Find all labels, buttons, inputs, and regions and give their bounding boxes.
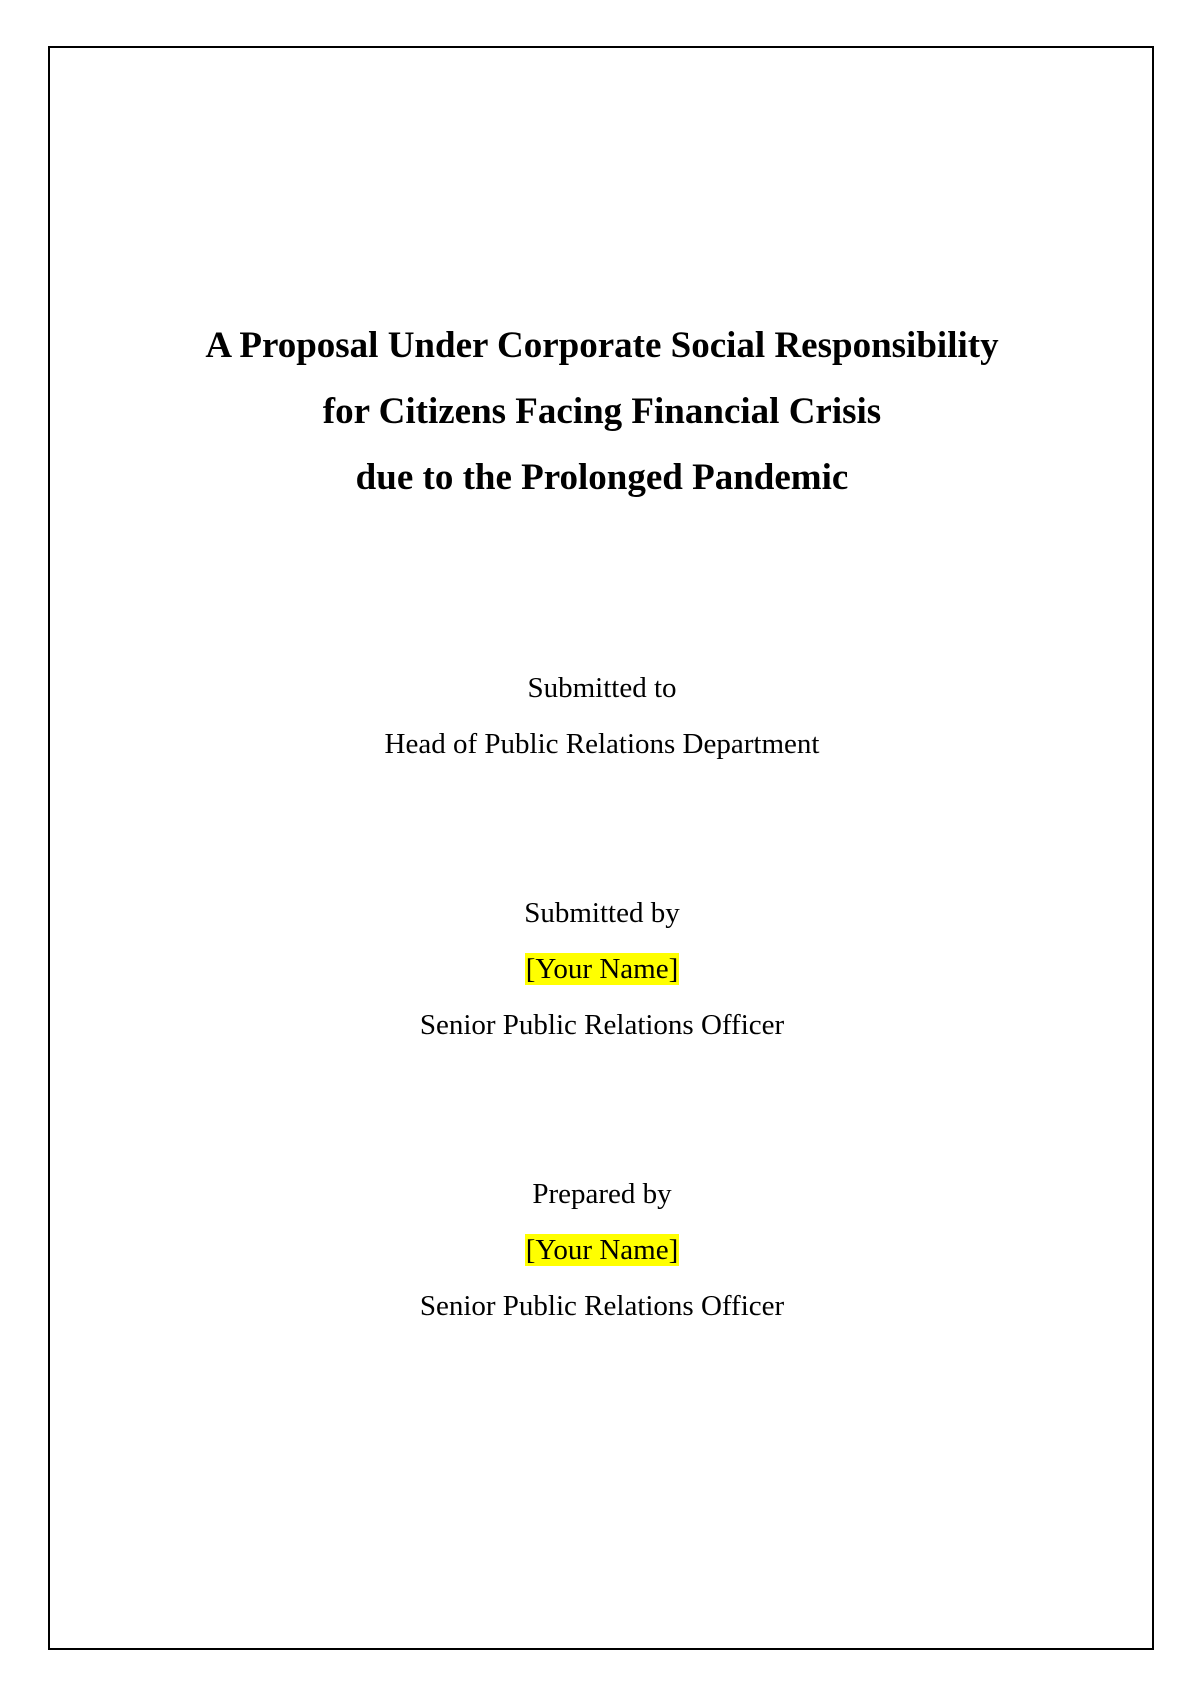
page-border	[48, 46, 1154, 1650]
title-line-3: due to the Prolonged Pandemic	[355, 457, 849, 498]
document-title	[50, 313, 1154, 511]
prepared-by-name-row	[50, 1222, 1154, 1278]
prepared-by-label: Prepared by	[532, 1178, 672, 1210]
submitted-by-label: Submitted by	[524, 897, 680, 929]
prepared-by-name: [Your Name]	[525, 1234, 679, 1266]
submitted-to-label: Submitted to	[527, 672, 677, 704]
submitted-by-section	[50, 885, 1154, 1053]
submitted-to-section	[50, 660, 1154, 772]
submitted-by-position: Senior Public Relations Officer	[419, 1009, 785, 1041]
prepared-by-section	[50, 1166, 1154, 1334]
submitted-to-recipient: Head of Public Relations Department	[384, 728, 820, 760]
submitted-by-name: [Your Name]	[525, 953, 679, 985]
title-line-2: for Citizens Facing Financial Crisis	[322, 391, 882, 432]
title-line-1: A Proposal Under Corporate Social Responsibility	[205, 325, 999, 366]
submitted-by-name-row	[50, 941, 1154, 997]
prepared-by-position: Senior Public Relations Officer	[419, 1290, 785, 1322]
